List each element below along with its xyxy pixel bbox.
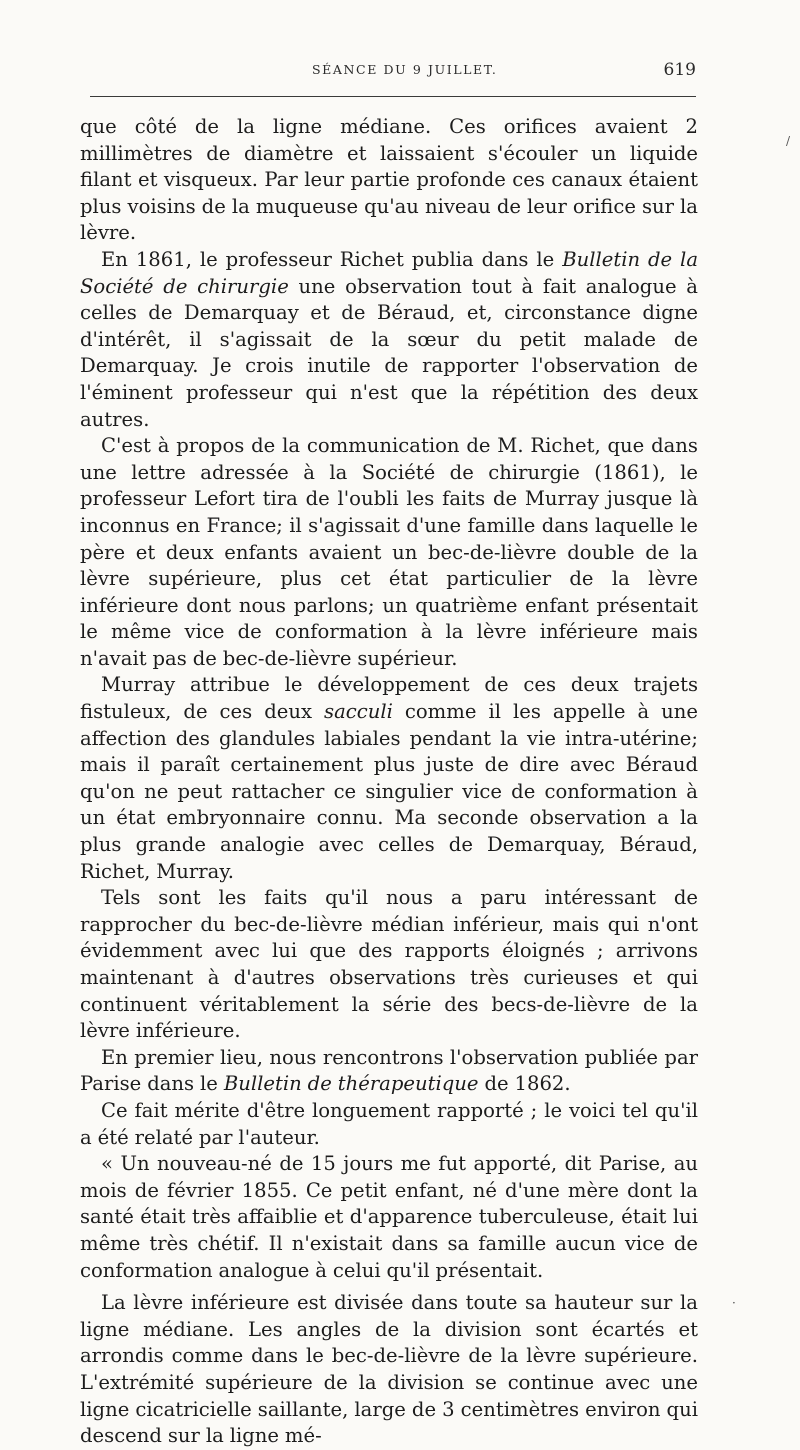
page-body	[80, 114, 698, 1450]
scan-mark: ·	[732, 1296, 736, 1310]
paragraph: La lèvre inférieure est divisée dans toute sa hauteur sur la ligne médiane. Les angles de la division sont écartés et arrondis comme dans le bec-de-lièvre de la lèvre supérieure. L'extrémité supérieure de la division se continue avec une ligne cicatricielle saillante, large de 3 centimètres environ qui descend sur la ligne mé-	[80, 1291, 698, 1448]
paragraph: Tels sont les faits qu'il nous a paru intéressant de rapprocher du bec-de-lièvre médian inférieur, mais qui n'ont évidemment avec lui que des rapports éloignés ; arrivons maintenant à d'autres observations très curieuses et qui continuent véritablement la série des becs-de-lièvre de la lèvre inférieure.	[80, 886, 698, 1043]
latin-term: sacculi	[324, 700, 393, 724]
running-title: SÉANCE DU 9 JUILLET.	[312, 62, 498, 77]
paragraph: « Un nouveau-né de 15 jours me fut apporté, dit Parise, au mois de février 1855. Ce petit enfant, né d'une mère dont la santé était très affaiblie et d'apparence tuberculeuse, était lui même très chétif. Il n'existait dans sa famille aucun vice de conformation analogue à celui qu'il présentait.	[80, 1152, 698, 1282]
journal-title: Bulletin de la Société de chirurgie	[80, 247, 699, 298]
paragraph: C'est à propos de la communication de M. Richet, que dans une lettre adressée à la Société de chirurgie (1861), le professeur Lefort tira de l'oubli les faits de Murray jusque là inconnus en France; il s'agissait d'une famille dans laquelle le père et deux enfants avaient un bec-de-lièvre double de la lèvre supérieure, plus cet état particulier de la lèvre inférieure dont nous parlons; un quatrième enfant présentait le même vice de conformation à la lèvre inférieure mais n'avait pas de bec-de-lièvre supérieur.	[80, 434, 698, 670]
book-page	[80, 58, 699, 1448]
page-header	[80, 58, 698, 86]
journal-title: Bulletin de thérapeutique	[223, 1072, 479, 1096]
scan-mark: /	[786, 134, 791, 148]
paragraph: Ce fait mérite d'être longuement rapporté ; le voici tel qu'il a été relaté par l'auteur.	[80, 1098, 698, 1149]
page-number: 619	[663, 60, 696, 80]
header-rule	[90, 96, 696, 97]
paragraph: En 1861, le professeur Richet publia dans le Bulletin de la Société de chirurgie une observation tout à fait analogue à celles de Demarquay et de Béraud, et, circonstance digne d'intérêt, il s'agissait de la sœur du petit malade de Demarquay. Je crois inutile de rapporter l'observation de l'éminent professeur qui n'est que la répétition des deux autres.	[80, 247, 699, 431]
paragraph: que côté de la ligne médiane. Ces orifices avaient 2 millimètres de diamètre et laissaient s'écouler un liquide filant et visqueux. Par leur partie profonde ces canaux étaient plus voisins de la muqueuse qu'au niveau de leur orifice sur la lèvre.	[80, 115, 698, 245]
paragraph: Murray attribue le développement de ces deux trajets fistuleux, de ces deux sacculi comme il les appelle à une affection des glandules labiales pendant la vie intra-utérine; mais il paraît certainement plus juste de dire avec Béraud qu'on ne peut rattacher ce singulier vice de conformation à un état embryonnaire connu. Ma seconde observation a la plus grande analogie avec celles de Demarquay, Béraud, Richet, Murray.	[80, 673, 698, 883]
paragraph: En premier lieu, nous rencontrons l'observation publiée par Parise dans le Bulletin de thérapeutique de 1862.	[80, 1045, 698, 1096]
